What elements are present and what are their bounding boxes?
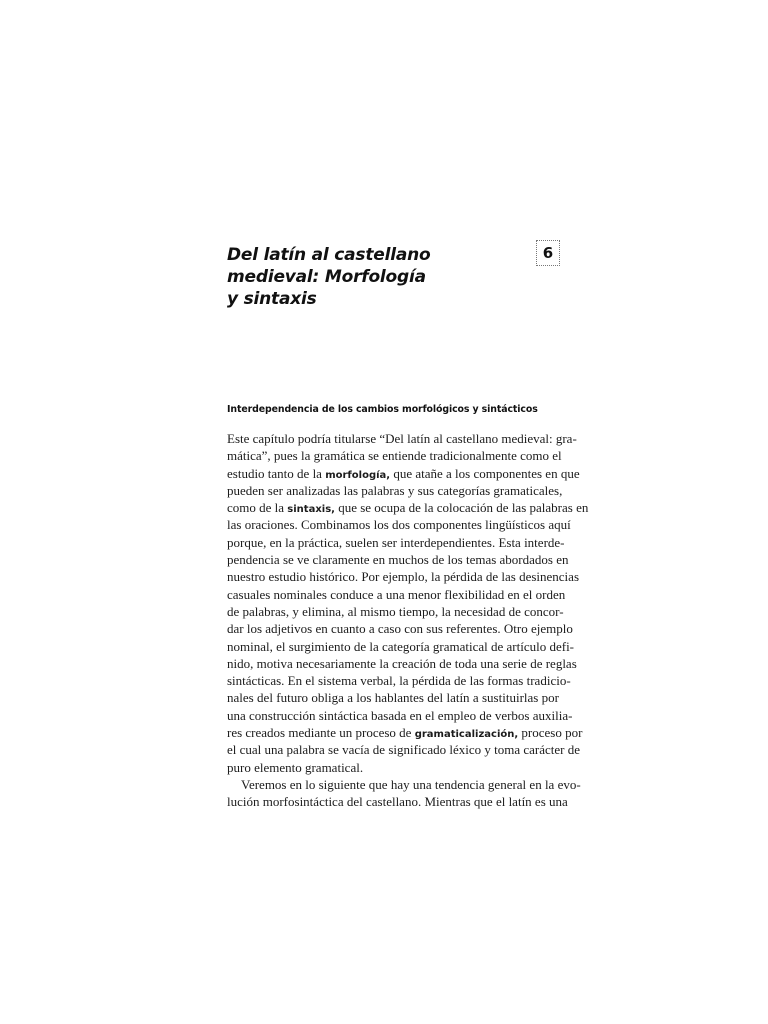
text-line: casuales nominales conduce a una menor flexibilidad en el orden	[227, 586, 566, 602]
text-line: dar los adjetivos en cuanto a caso con sus referentes. Otro ejemplo	[227, 621, 573, 637]
keyword-sintaxis: sintaxis,	[287, 504, 335, 516]
text-run: proceso por	[518, 725, 583, 741]
chapter-number-badge: 6	[536, 240, 560, 266]
text-line: mática”, pues la gramática se entiende tradicionalmente como el	[227, 448, 562, 464]
chapter-title	[227, 244, 517, 310]
chapter-title-line: medieval: Morfología	[227, 267, 426, 287]
keyword-gramaticalizacion: gramaticalización,	[414, 729, 519, 741]
text-line: nales del futuro obliga a los hablantes del latín a sustituirlas por	[227, 690, 559, 706]
text-line: Veremos en lo siguiente que hay una tendencia general en la evo-	[241, 776, 581, 792]
text-line	[227, 465, 580, 482]
text-line: sintácticas. En el sistema verbal, la pérdida de las formas tradicio-	[227, 673, 571, 689]
text-line: una construcción sintáctica basada en el empleo de verbos auxilia-	[227, 707, 573, 723]
text-line: pendencia se ve claramente en muchos de los temas abordados en	[227, 552, 569, 568]
keyword-morfologia: morfología,	[325, 469, 391, 481]
text-line	[227, 499, 589, 516]
chapter-title-line: y sintaxis	[227, 289, 317, 309]
text-line	[227, 724, 583, 741]
text-run: res creados mediante un proceso de	[227, 725, 415, 741]
section-heading: Interdependencia de los cambios morfológicos y sintácticos	[227, 404, 538, 415]
text-line: el cual una palabra se vacía de significado léxico y toma carácter de	[227, 742, 580, 758]
text-line: las oraciones. Combinamos los dos componentes lingüísticos aquí	[227, 517, 571, 533]
text-run: como de la	[227, 500, 288, 516]
text-line: porque, en la práctica, suelen ser interdependientes. Esta interde-	[227, 534, 565, 550]
text-line: puro elemento gramatical.	[227, 759, 364, 775]
text-run: que atañe a los componentes en que	[390, 465, 580, 481]
text-run: que se ocupa de la colocación de las palabras en	[334, 500, 589, 516]
text-line: nuestro estudio histórico. Por ejemplo, la pérdida de las desinencias	[227, 569, 579, 585]
chapter-title-line: Del latín al castellano	[227, 245, 431, 265]
text-line: de palabras, y elimina, al mismo tiempo, la necesidad de concor-	[227, 603, 564, 619]
text-line: Este capítulo podría titularse “Del latín al castellano medieval: gra-	[227, 431, 577, 446]
text-line: nominal, el surgimiento de la categoría gramatical de artículo defi-	[227, 638, 575, 654]
text-run: estudio tanto de la	[227, 465, 326, 481]
text-line: pueden ser analizadas las palabras y sus categorías gramaticales,	[227, 482, 563, 498]
text-line: lución morfosintáctica del castellano. Mientras que el latín es una	[227, 794, 568, 810]
body-paragraphs	[227, 430, 589, 811]
text-line: nido, motiva necesariamente la creación de toda una serie de reglas	[227, 655, 577, 671]
